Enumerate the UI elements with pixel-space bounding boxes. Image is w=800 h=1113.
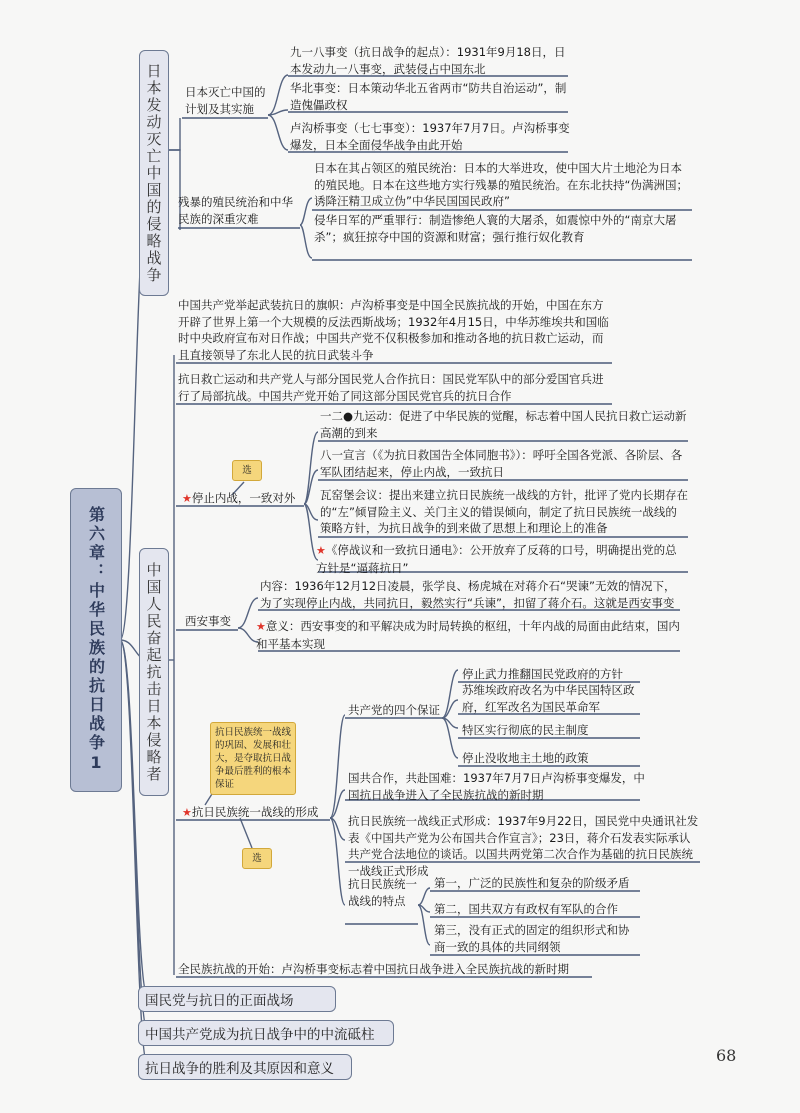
sub-stop-civil-war-label: 停止内战，一致对外 [191, 491, 296, 505]
sub-japan-plan: 日本灭亡中国的计划及其实施 [185, 85, 266, 116]
leaf-81-declaration: 八一宣言（《为抗日救国告全体同胞书》）：呼吁全国各党派、各阶层、各军队团结起来，停止内战，一致抗日 [320, 448, 683, 479]
leaf-ceasefire-telegram-text: 《停战议和一致抗日通电》：公开放弃了反蒋的口号，明确提出党的总方针是“逼蒋抗日” [316, 543, 677, 575]
star-mark: ★ [182, 806, 192, 819]
leaf-xian-meaning [256, 618, 680, 652]
front-note: 抗日民族统一战线的巩固、发展和壮大，是夺取抗日战争最后胜利的根本保证 [210, 722, 296, 795]
star-mark: ★ [316, 544, 326, 557]
branch-victory: 抗日战争的胜利及其原因和意义 [138, 1054, 352, 1080]
leaf-japanese-crimes: 侵华日军的严重罪行：制造惨绝人寰的大屠杀，如震惊中外的“南京大屠杀”；疯狂掠夺中国的资源和财富；强行推行奴化教育 [314, 213, 677, 244]
leaf-918-incident: 九一八事变（抗日战争的起点）：1931年9月18日，日本发动九一八事变，武装侵占中国东北 [290, 45, 566, 76]
leaf-wayaobu-meeting: 瓦窑堡会议：提出来建立抗日民族统一战线的方针，批评了党内长期存在的“左”倾冒险主义、关门主义的错误倾向，制定了抗日民族统一战线的策略方针，为抗日战争的到来做了思想上和理论上的准备 [320, 488, 688, 535]
select-tag: 选 [242, 848, 272, 869]
leaf-cpc-armed-resistance: 中国共产党举起武装抗日的旗帜：卢沟桥事变是中国全民族抗战的开始，中国在东方开辟了世界上第一个大规模的反法西斯战场；1932年4月15日，中华苏维埃共和国临时中央政府宣布对日作战；中国共产党不仅积极参加和推动各地的抗日救亡运动，而且直接领导了东北人民的抗日武装斗争 [178, 298, 609, 362]
leaf-north-china-incident: 华北事变：日本策动华北五省两市“防共自治运动”，制造傀儡政权 [290, 81, 567, 112]
leaf-front-formal-formation: 抗日民族统一战线正式形成：1937年9月22日，国民党中央通讯社发表《中国共产党为公布国共合作宣言》；23日，蒋介石发表实际承认共产党合法地位的谈话。以国共两党第二次合作为基础的抗日民族统一战线正式形成 [348, 814, 699, 878]
leaf-colonial-rule: 日本在其占领区的殖民统治：日本的大举进攻，使中国大片土地沦为日本的殖民地。日本在这些地方实行残暴的殖民统治。在东北扶持“伪满洲国；诱降汪精卫成立伪”中华民国国民政府” [314, 161, 688, 208]
leaf-full-war-start: 全民族抗战的开始：卢沟桥事变标志着中国抗日战争进入全民族抗战的新时期 [178, 962, 569, 976]
guarantee-item: 停止没收地主土地的政策 [462, 751, 589, 765]
star-mark: ★ [182, 492, 192, 505]
leaf-xian-meaning-text: 意义：西安事变的和平解决成为时局转换的枢纽，十年内战的局面由此结束，国内和平基本实现 [256, 619, 680, 651]
guarantee-item: 停止武力推翻国民党政府的方针 [462, 667, 623, 681]
leaf-129-movement: 一二●九运动：促进了中华民族的觉醒，标志着中国人民抗日救亡运动新高潮的到来 [320, 409, 687, 440]
feature-item: 第一，广泛的民族性和复杂的阶级矛盾 [434, 876, 630, 890]
leaf-kmt-cpc-cooperation: 国共合作，共赴国难：1937年7月7日卢沟桥事变爆发，中国抗日战争进入了全民族抗战的新时期 [348, 771, 645, 802]
sub-stop-civil-war [182, 490, 306, 508]
star-mark: ★ [256, 620, 266, 633]
guarantee-item: 特区实行彻底的民主制度 [462, 723, 589, 737]
branch-kmt-front: 国民党与抗日的正面战场 [138, 986, 336, 1012]
guarantee-item: 苏维埃政府改名为中华民国特区政府，红军改名为国民革命军 [462, 683, 635, 714]
feature-item: 第三，没有正式的固定的组织形式和协商一致的具体的共同纲领 [434, 923, 630, 954]
leaf-ceasefire-telegram [316, 542, 688, 576]
leaf-lugou-bridge-incident: 卢沟桥事变（七七事变）：1937年7月7日。卢沟桥事变爆发，日本全面侵华战争由此开始 [290, 121, 570, 152]
leaf-salvation-movement: 抗日救亡运动和共产党人与部分国民党人合作抗日：国民党军队中的部分爱国官兵进行了局部抗战。中国共产党开始了同这部分国民党官兵的抗日合作 [178, 372, 604, 403]
page-number: 68 [716, 1046, 737, 1065]
feature-item: 第二，国共双方有政权有军队的合作 [434, 902, 618, 916]
sub-united-front [182, 804, 332, 822]
branch-chinese-resistance: 中国人民奋起抗击日本侵略者 [139, 548, 169, 796]
sub-colonial-rule: 残暴的殖民统治和中华民族的深重灾难 [178, 195, 293, 226]
select-tag: 选 [232, 460, 262, 481]
leaf-xian-content: 内容：1936年12月12日凌晨，张学良、杨虎城在对蒋介石“哭谏”无效的情况下，为了实现停止内战，共同抗日，毅然实行“兵谏”，扣留了蒋介石。这就是西安事变 [260, 579, 676, 610]
sub-united-front-label: 抗日民族统一战线的形成 [191, 805, 319, 819]
branch-cpc-mainstay: 中国共产党成为抗日战争中的中流砥柱 [138, 1020, 394, 1046]
chapter-root: 第六章：中华民族的抗日战争1 [70, 488, 122, 792]
sub-four-guarantees: 共产党的四个保证 [348, 703, 440, 717]
sub-front-features: 抗日民族统一战线的特点 [348, 877, 417, 908]
branch-japan-invasion: 日本发动灭亡中国的侵略战争 [139, 50, 169, 296]
sub-xian-incident: 西安事变 [185, 614, 231, 628]
